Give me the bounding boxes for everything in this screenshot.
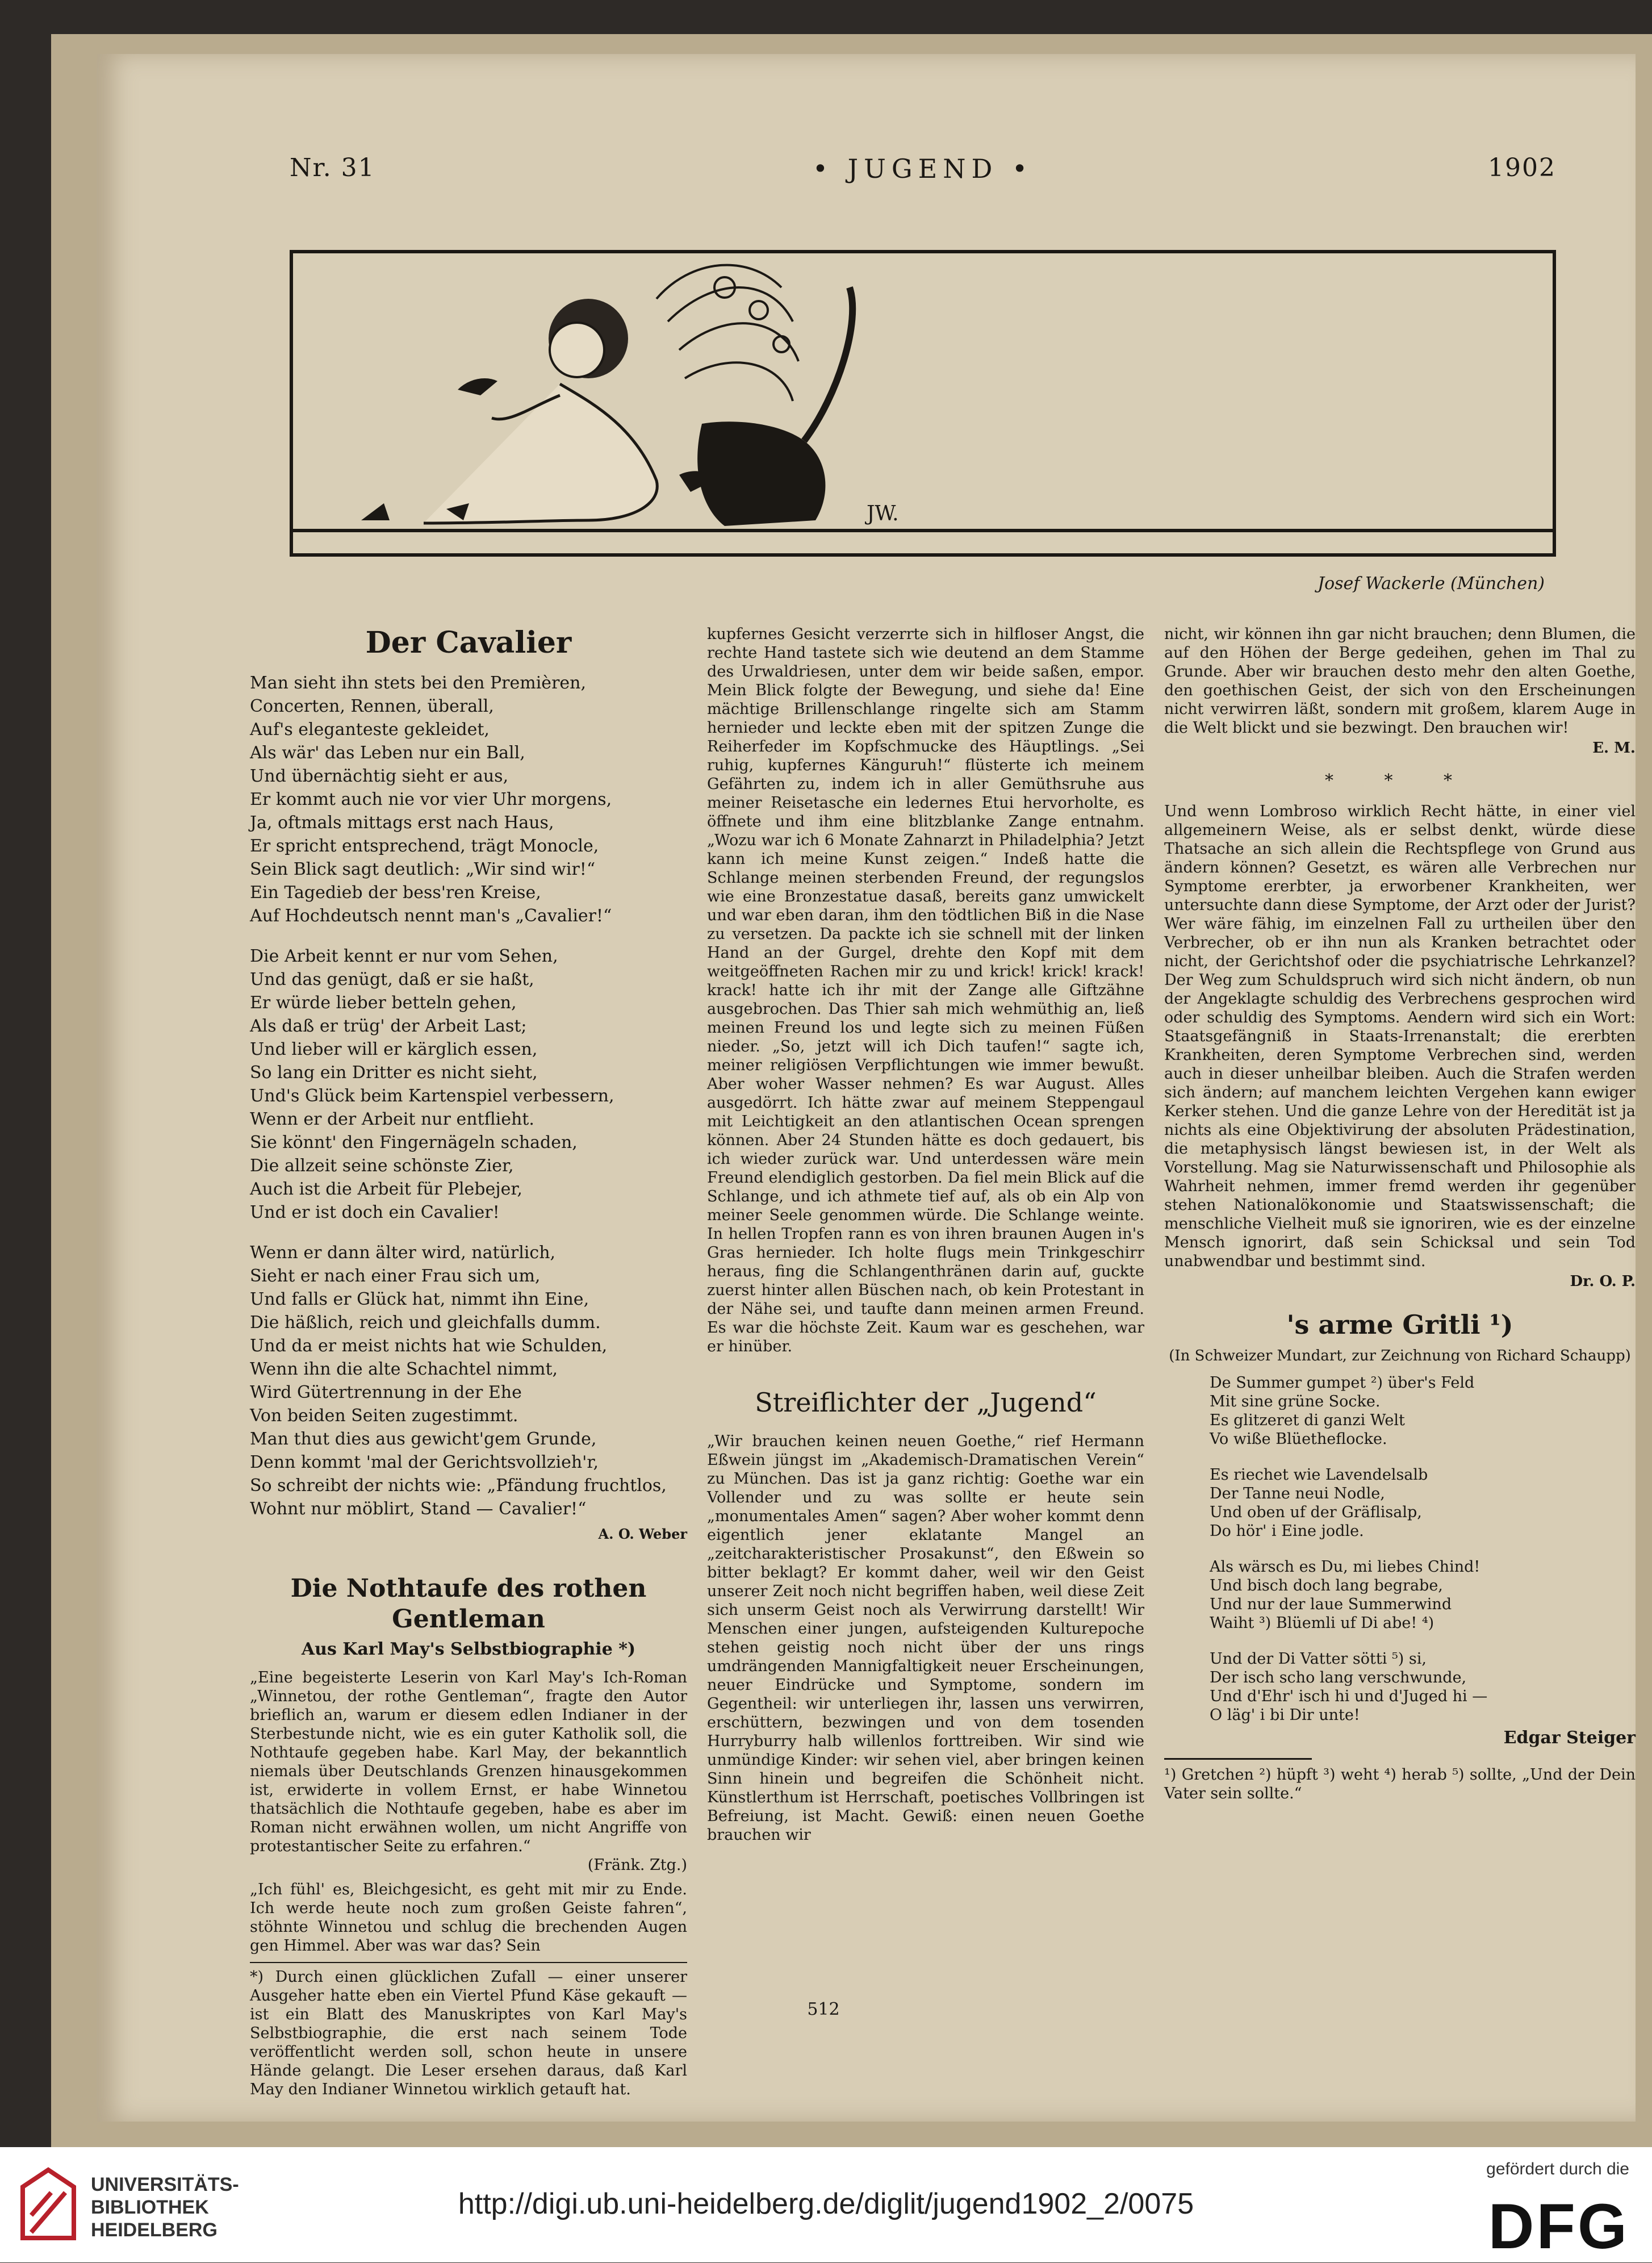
issue-number: Nr. 31 bbox=[290, 153, 375, 182]
poem-line: De Summer gumpet ²) über's Feld bbox=[1210, 1374, 1475, 1392]
section-title: Streiflichter der „Jugend“ bbox=[755, 1387, 1097, 1418]
poem-line: Und lieber will er kärglich essen, bbox=[250, 1039, 538, 1059]
poem-line: Und d'Ehr' isch hi und d'Juged hi — bbox=[1210, 1688, 1488, 1705]
poem-line: Die Arbeit kennt er nur vom Sehen, bbox=[250, 946, 558, 966]
goethe-signature: E. M. bbox=[1592, 740, 1636, 757]
article-title: Die Nothtaufe des rothen Gentleman bbox=[290, 1574, 647, 1634]
poem-line: Er spricht entsprechend, trägt Monocle, bbox=[250, 836, 599, 856]
poem-line: Mit sine grüne Socke. bbox=[1210, 1393, 1381, 1410]
article-intro: „Eine begeisterte Leserin von Karl May's Ich-Roman „Winnetou, der rothe Gentleman“, fragte den Autor brieflich an, warum er diesem edlen Indianer in der Sterbestunde nicht, wie es ein guter Katholik soll, die Nothtaufe gegeben habe. Karl May, der bekanntlich niemals über Deutschlands Grenzen hinausgekommen ist, erwiderte in vollem Ernst, er habe Winnetou thatsächlich die Nothtaufe gegeben, habe es aber im Roman nicht erwähnen wollen, um nicht Angriffe von protestantischer Seite zu erfahren.“ bbox=[250, 1669, 687, 1855]
poem-line: Als daß er trüg' der Arbeit Last; bbox=[250, 1016, 527, 1036]
poem-line: Und das genügt, daß er sie haßt, bbox=[250, 970, 534, 989]
poem-line: Sie könnt' den Fingernägeln schaden, bbox=[250, 1133, 578, 1153]
funded-by-label: gefördert durch die bbox=[1486, 2160, 1629, 2178]
lombroso-text: Und wenn Lombroso wirklich Recht hätte, in einer viel allgemeinern Weise, als er selbst denkt, würde diese Thatsache an sich allein die Rechtspflege von Grund aus ändern können? Gesetzt, es wären alle Verbrechen nur Symptome ererbter, ja erworbener Krankheiten, wer untersuchte dann diese Symptome, der Arzt oder der Jurist? Wer wäre fähig, im einzelnen Fall zu urtheilen über den Verbrecher, ob er ihn nun als Kranken betrachtet oder nicht, der Gerichtshof oder die psychiatrische Lehrkanzel? Der Weg zum Schuldspruch wird sich nicht ändern, ob nun der Angeklagte schuldig des Verbrechens gesprochen wird oder schuldig des Symptoms. Aendern wird sich ein Wort: Staatsgefängniß in Staats-Irrenanstalt; die ererbten Krankheiten, deren Symptome Verbrechen sind, werden auch in dieser unheilbar bleiben. Auch die Strafen werden sich ändern; auf manchem leichten Vergehen kann ewiger Kerker stehen. Und die ganze Lehre von der Heredität ist ja nichts als eine Objektivirung der absoluten Prädestination, die metaphysisch längst bewiesen ist, in der Welt als Vorstellung. Mag sie Naturwissenschaft und Philosophie als Wahrheit nehmen, immer fremd werden ihr gegenüber stehen Nationalökonomie und Staatswissenschaft; die menschliche Vielheit muß sie ignoriren, wie es der einzelne Mensch ignorirt, daß sein Schicksal und sein Tod unabwendbar und bestimmt sind. bbox=[1164, 803, 1636, 1270]
poem-line: Und nur der laue Summerwind bbox=[1210, 1596, 1452, 1613]
poem-line: Als wär' das Leben nur ein Ball, bbox=[250, 743, 525, 763]
article-source: (Fränk. Ztg.) bbox=[587, 1856, 687, 1874]
column-left bbox=[250, 625, 687, 2099]
lombroso-signature: Dr. O. P. bbox=[1570, 1273, 1636, 1290]
column-right bbox=[1164, 625, 1636, 1803]
poem-line: Als wärsch es Du, mi liebes Chind! bbox=[1210, 1558, 1480, 1576]
poem-line: Auf's eleganteste gekleidet, bbox=[250, 720, 490, 740]
poem-title: Der Cavalier bbox=[365, 625, 572, 660]
poem-line: Denn kommt 'mal der Gerichtsvollzieh'r, bbox=[250, 1452, 599, 1472]
poem-line: Man sieht ihn stets bei den Premièren, bbox=[250, 673, 587, 693]
poem-line: Die häßlich, reich und gleichfalls dumm. bbox=[250, 1313, 601, 1333]
poem-line: So lang ein Dritter es nicht sieht, bbox=[250, 1063, 538, 1083]
poem-line: Er würde lieber betteln gehen, bbox=[250, 993, 517, 1013]
footnote-rule bbox=[1164, 1758, 1312, 1760]
poem-line: Die allzeit seine schönste Zier, bbox=[250, 1156, 514, 1176]
faun-cat-drawing bbox=[293, 253, 1553, 553]
poem-line: Der Tanne neui Nodle, bbox=[1210, 1485, 1385, 1502]
poem-line: Der isch scho lang verschwunde, bbox=[1210, 1669, 1467, 1686]
poem-line: O läg' i bi Dir unte! bbox=[1210, 1706, 1360, 1724]
poem-line: Es glitzeret di ganzi Welt bbox=[1210, 1412, 1405, 1429]
article-continuation: kupfernes Gesicht verzerrte sich in hilfloser Angst, die rechte Hand tastete sich wie deutend an dem Stamme des Urwaldriesen, unter dem wir beide saßen, empor. Mein Blick folgte der Bewegung, und siehe da! Eine mächtige Brillenschlange ringelte sich am Stamm hernieder und leckte eben mit der spitzen Zunge die Reiherfeder im Kopfschmucke des Häuptlings. „Sei ruhig, kupfernes Känguruh!“ flüsterte ich meinem Gefährten zu, indem ich in aller Gemüthsruhe aus meiner Reisetasche ein ledernes Etui hervorholte, es öffnete und ihm eine blitzblanke Zange entnahm. „Wozu war ich 6 Monate Zahnarzt in Philadelphia? Jetzt kann ich meine Kunst zeigen.“ Indeß hatte die Schlange meinen sterbenden Freund, der regungslos wie eine Bronzestatue dasaß, bereits ganz umwickelt und war eben daran, ihm den tödtlichen Biß in die Nase zu versetzen. Da packte ich sie schnell mit der linken Hand an der Gurgel, drehte den Kopf mit dem weitgeöffneten Rachen mir zu und krick! krick! krack! krack! hatte ich ihr mit der Zange alle Giftzähne ausgebrochen. Das Thier sah mich wehmüthig an, ließ meinen Freund los und legte sich zu meinen Füßen nieder. „So, jetzt will ich Dich taufen!“ sagte ich, meiner religiösen Verpflichtungen wie immer bewußt. Aber woher Wasser nehmen? Es war August. Alles ausgedörrt. Ich hätte zwar auf meinem Steppengaul mit Leichtigkeit an den atlantischen Ocean sprengen können. Aber 24 Stunden hätte es doch gedauert, bis ich wieder zurück war. Und unterdessen wäre mein Freund elendiglich gestorben. Da fiel mein Blick auf die Schlange, und ich athmete tief auf, als ob ein Alp von meiner Seele genommen würde. Die Schlange weinte. In hellen Tropfen rann es von ihren braunen Augen in's Gras hernieder. Ich holte flugs mein Trinkgeschirr heraus, fing die Schlangenthränen darin auf, guckte zuerst hinter allen Büschen nach, ob kein Protestant in der Nähe sei, und taufte dann meinen armen Freund. Es war die höchste Zeit. Kaum war es geschehen, war er hinüber. bbox=[707, 625, 1144, 1355]
poem-line: So schreibt der nichts wie: „Pfändung fruchtlos, bbox=[250, 1476, 667, 1496]
poem-line: Und übernächtig sieht er aus, bbox=[250, 766, 509, 786]
poem-line: Und er ist doch ein Cavalier! bbox=[250, 1203, 500, 1222]
gritli-title: 's arme Gritli ¹) bbox=[1286, 1309, 1513, 1340]
gritli-stanza-3 bbox=[1210, 1558, 1636, 1632]
illustration-monogram: JW. bbox=[867, 502, 899, 525]
gritli-stanza-1 bbox=[1210, 1373, 1636, 1448]
poem-line: Es riechet wie Lavendelsalb bbox=[1210, 1466, 1428, 1484]
poem-line: Man thut dies aus gewicht'gem Grunde, bbox=[250, 1429, 597, 1449]
poem-line: Auf Hochdeutsch nennt man's „Cavalier!“ bbox=[250, 906, 612, 926]
poem-line: Ja, oftmals mittags erst nach Haus, bbox=[250, 813, 554, 833]
section-separator: * * * bbox=[1324, 771, 1475, 791]
poem-line: Von beiden Seiten zugestimmt. bbox=[250, 1406, 518, 1426]
year: 1902 bbox=[1488, 153, 1556, 182]
poem-line: Do hör' i Eine jodle. bbox=[1210, 1522, 1364, 1540]
poem-line: Sieht er nach einer Frau sich um, bbox=[250, 1266, 541, 1286]
page-header bbox=[290, 153, 1556, 187]
gritli-poem bbox=[1164, 1373, 1636, 1725]
article-text: „Ich fühl' es, Bleichgesicht, es geht mit mir zu Ende. Ich werde heute noch zum großen Geiste fahren“, stöhnte Winnetou und schlug die brechenden Augen gen Himmel. Aber was war das? Sein bbox=[250, 1881, 687, 1955]
poem-stanza-2 bbox=[250, 945, 687, 1224]
magazine-title: • JUGEND • bbox=[812, 153, 1034, 184]
permalink-url[interactable]: http://digi.ub.uni-heidelberg.de/diglit/jugend1902_2/0075 bbox=[458, 2187, 1194, 2220]
page-number: 512 bbox=[807, 1999, 840, 2019]
university-name: UNIVERSITÄTS- BIBLIOTHEK HEIDELBERG bbox=[91, 2174, 239, 2241]
column-middle bbox=[707, 625, 1144, 1844]
poem-stanza-3 bbox=[250, 1241, 687, 1521]
illustration-credit: Josef Wackerle (München) bbox=[1318, 574, 1545, 594]
poem-line: Vo wiße Blüetheflocke. bbox=[1210, 1430, 1387, 1448]
gritli-subtitle: (In Schweizer Mundart, zur Zeichnung von Richard Schaupp) bbox=[1169, 1347, 1631, 1364]
poem-line: Wohnt nur möblirt, Stand — Cavalier!“ bbox=[250, 1499, 587, 1519]
poem-line: Wenn er dann älter wird, natürlich, bbox=[250, 1243, 556, 1263]
header-illustration bbox=[290, 250, 1556, 557]
poem-line: Sein Blick sagt deutlich: „Wir sind wir!“ bbox=[250, 859, 596, 879]
viewer-footer bbox=[0, 2147, 1652, 2262]
poem-line: Concerten, Rennen, überall, bbox=[250, 696, 494, 716]
article-footnote: *) Durch einen glücklichen Zufall — einer unserer Ausgeher hatte eben ein Viertel Pfund Käse gekauft — ist ein Blatt des Manuskriptes von Karl May's Selbstbiographie, die erst nach seinem Tode veröffentlicht werden soll, schon heute in unsere Hände gelangt. Die Leser ersehen daraus, daß Karl May den Indianer Winnetou wirklich getauft hat. bbox=[250, 1962, 687, 2099]
gritli-stanza-2 bbox=[1210, 1465, 1636, 1540]
poem-line: Er kommt auch nie vor vier Uhr morgens, bbox=[250, 790, 612, 809]
poem-stanza-1 bbox=[250, 671, 687, 928]
gritli-stanza-4 bbox=[1210, 1650, 1636, 1725]
poem-line: Und da er meist nichts hat wie Schulden, bbox=[250, 1336, 608, 1356]
poem-line: Und der Di Vatter sötti ⁵) si, bbox=[1210, 1650, 1427, 1668]
section-text: „Wir brauchen keinen neuen Goethe,“ rief Hermann Eßwein jüngst im „Akademisch-Dramatischen Verein“ zu München. Das ist ja ganz richtig: Goethe war ein Vollender und zu was sollte er heute sein „monumentales Amen“ sagen? Aber woher kommt denn eigentlich jener eklatante Mangel an „zeitcharakteristischer Prosakunst“, den Eßwein so bitter beklagt? Er kommt daher, weil wir den Geist unserer Zeit noch nicht begriffen haben, weil diese Zeit sich unserm Geist noch als Verwirrung darstellt! Wir Menschen einer jungen, aufsteigenden Kulturepoche stehen geistig noch nicht über der uns rings umdrängenden Mannigfaltigkeit neuer Erscheinungen, neuer Eindrücke und Symptome, sondern im Gegentheil: wir unterliegen ihr, lassen uns verwirren, erschüttern, bezwingen und von dem tosenden Hurryburry halb willenlos forttreiben. Wir sind wie unmündige Kinder: wir sehen viel, aber bringen keinen Sinn hinein und begreifen die Schönheit nicht. Künstlerthum ist Herrschaft, poetisches Vollbringen ist Befreiung, ist Macht. Gewiß: einen neuen Goethe brauchen wir bbox=[707, 1433, 1144, 1844]
article-body bbox=[250, 1668, 687, 2099]
poem-line: Auch ist die Arbeit für Plebejer, bbox=[250, 1179, 522, 1199]
poem-line: Wenn er der Arbeit nur entflieht. bbox=[250, 1109, 534, 1129]
poem-line: Wird Gütertrennung in der Ehe bbox=[250, 1383, 522, 1402]
dfg-logo: DFG bbox=[1488, 2191, 1629, 2262]
goethe-continuation: nicht, wir können ihn gar nicht brauchen; denn Blumen, die auf den Höhen der Berge gedeihen, gehen im Thal zu Grunde. Aber wir brauchen desto mehr den alten Goethe, den goethischen Geist, der sich von den Erscheinungen nicht verwirren läßt, sondern mit großem, klarem Auge in die Welt blickt und sie bezwingt. Den brauchen wir! bbox=[1164, 625, 1636, 737]
gritli-footnote: ¹) Gretchen ²) hüpft ³) weht ⁴) herab ⁵) sollte, „Und der Dein Vater sein sollte.“ bbox=[1164, 1766, 1636, 1802]
gritli-author: Edgar Steiger bbox=[1503, 1728, 1636, 1748]
poem-line: Und's Glück beim Kartenspiel verbessern, bbox=[250, 1086, 614, 1106]
article-subtitle: Aus Karl May's Selbstbiographie *) bbox=[301, 1639, 636, 1659]
poem-line: Wenn ihn die alte Schachtel nimmt, bbox=[250, 1359, 558, 1379]
poem-line: Waiht ³) Blüemli uf Di abe! ⁴) bbox=[1210, 1614, 1434, 1632]
poem-body bbox=[250, 671, 687, 1521]
poem-line: Und bisch doch lang begrabe, bbox=[1210, 1577, 1443, 1594]
poem-author: A. O. Weber bbox=[598, 1526, 687, 1542]
poem-line: Und oben uf der Gräflisalp, bbox=[1210, 1504, 1422, 1521]
poem-line: Ein Tagedieb der bess'ren Kreise, bbox=[250, 883, 541, 903]
poem-line: Und falls er Glück hat, nimmt ihn Eine, bbox=[250, 1289, 589, 1309]
